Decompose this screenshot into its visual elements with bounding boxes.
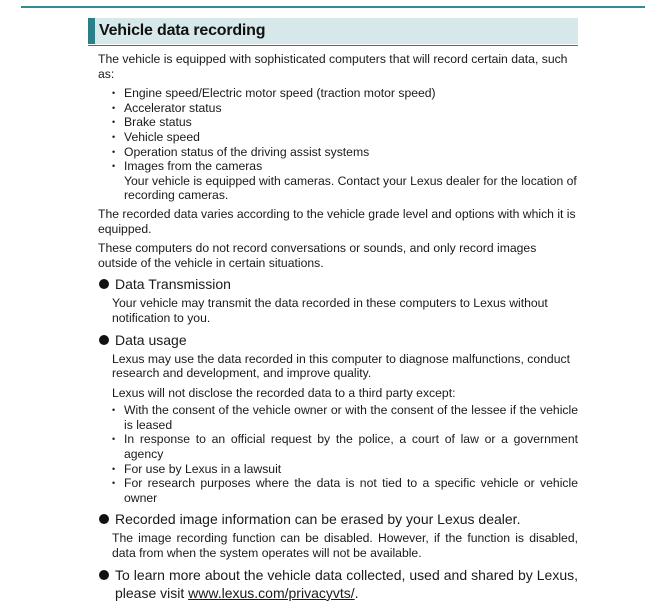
- conversations-paragraph: These computers do not record conversations or sounds, and only record images outside of the vehicle in certain situations.: [98, 241, 537, 270]
- list-item: • Brake status: [98, 115, 578, 130]
- list-item: • Accelerator status: [98, 101, 578, 116]
- bullet-dot-icon: [99, 570, 109, 580]
- content-body: [88, 46, 578, 602]
- list-item: • Images from the cameras: [98, 159, 578, 174]
- section-title: Data usage: [115, 331, 187, 348]
- section-body: Your vehicle may transmit the data recorded in these computers to Lexus without notification to you.: [112, 296, 548, 325]
- section-heading-bar: [88, 18, 578, 44]
- section-body: Lexus will not disclose the recorded data to a third party except:: [112, 385, 456, 400]
- section-body: The image recording function can be disabled. However, if the function is disabled, data from when the system operates will not be available.: [112, 531, 578, 561]
- section-title: Data Transmission: [115, 276, 231, 293]
- document-page: [88, 18, 578, 605]
- page-title: Vehicle data recording: [99, 22, 266, 39]
- list-item: • For research purposes where the data is not tied to a specific vehicle or vehicle owner: [112, 476, 578, 505]
- top-rule: [21, 6, 645, 8]
- section-learn-more: To learn more about the vehicle data collected, used and shared by Lexus, please visit www.lexus.com/privacyvts/.: [98, 566, 578, 602]
- bullet-dot-icon: [99, 279, 109, 289]
- bullet-dot-icon: [99, 335, 109, 345]
- section-data-transmission: [98, 275, 578, 325]
- grade-paragraph: The recorded data varies according to the vehicle grade level and options with which it is equipped.: [98, 206, 576, 236]
- list-item: • With the consent of the vehicle owner or with the consent of the lessee if the vehicle is leased: [112, 403, 578, 432]
- exceptions-list: [112, 403, 578, 505]
- section-title: Recorded image information can be erased by your Lexus dealer.: [115, 511, 521, 528]
- list-item: • In response to an official request by the police, a court of law or a government agency: [112, 432, 578, 461]
- list-item: • For use by Lexus in a lawsuit: [112, 462, 578, 477]
- section-data-usage: [98, 331, 578, 506]
- bullet-dot-icon: [99, 514, 109, 524]
- list-item: • Operation status of the driving assist systems: [98, 145, 578, 160]
- list-item: • Vehicle speed: [98, 130, 578, 145]
- camera-note: Your vehicle is equipped with cameras. Contact your Lexus dealer for the location of recording cameras.: [124, 173, 577, 203]
- section-erase: [98, 510, 578, 560]
- section-body: Lexus may use the data recorded in this computer to diagnose malfunctions, conduct research and development, and improve quality.: [112, 351, 570, 381]
- list-item: • Engine speed/Electric motor speed (traction motor speed): [98, 86, 578, 101]
- intro-paragraph: The vehicle is equipped with sophisticated computers that will record certain data, such as:: [98, 52, 568, 81]
- section-title: To learn more about the vehicle data collected, used and shared by Lexus, please visit: [115, 566, 578, 601]
- privacy-link[interactable]: www.lexus.com/privacyvts/: [188, 584, 355, 601]
- recorded-items-list: [98, 86, 578, 174]
